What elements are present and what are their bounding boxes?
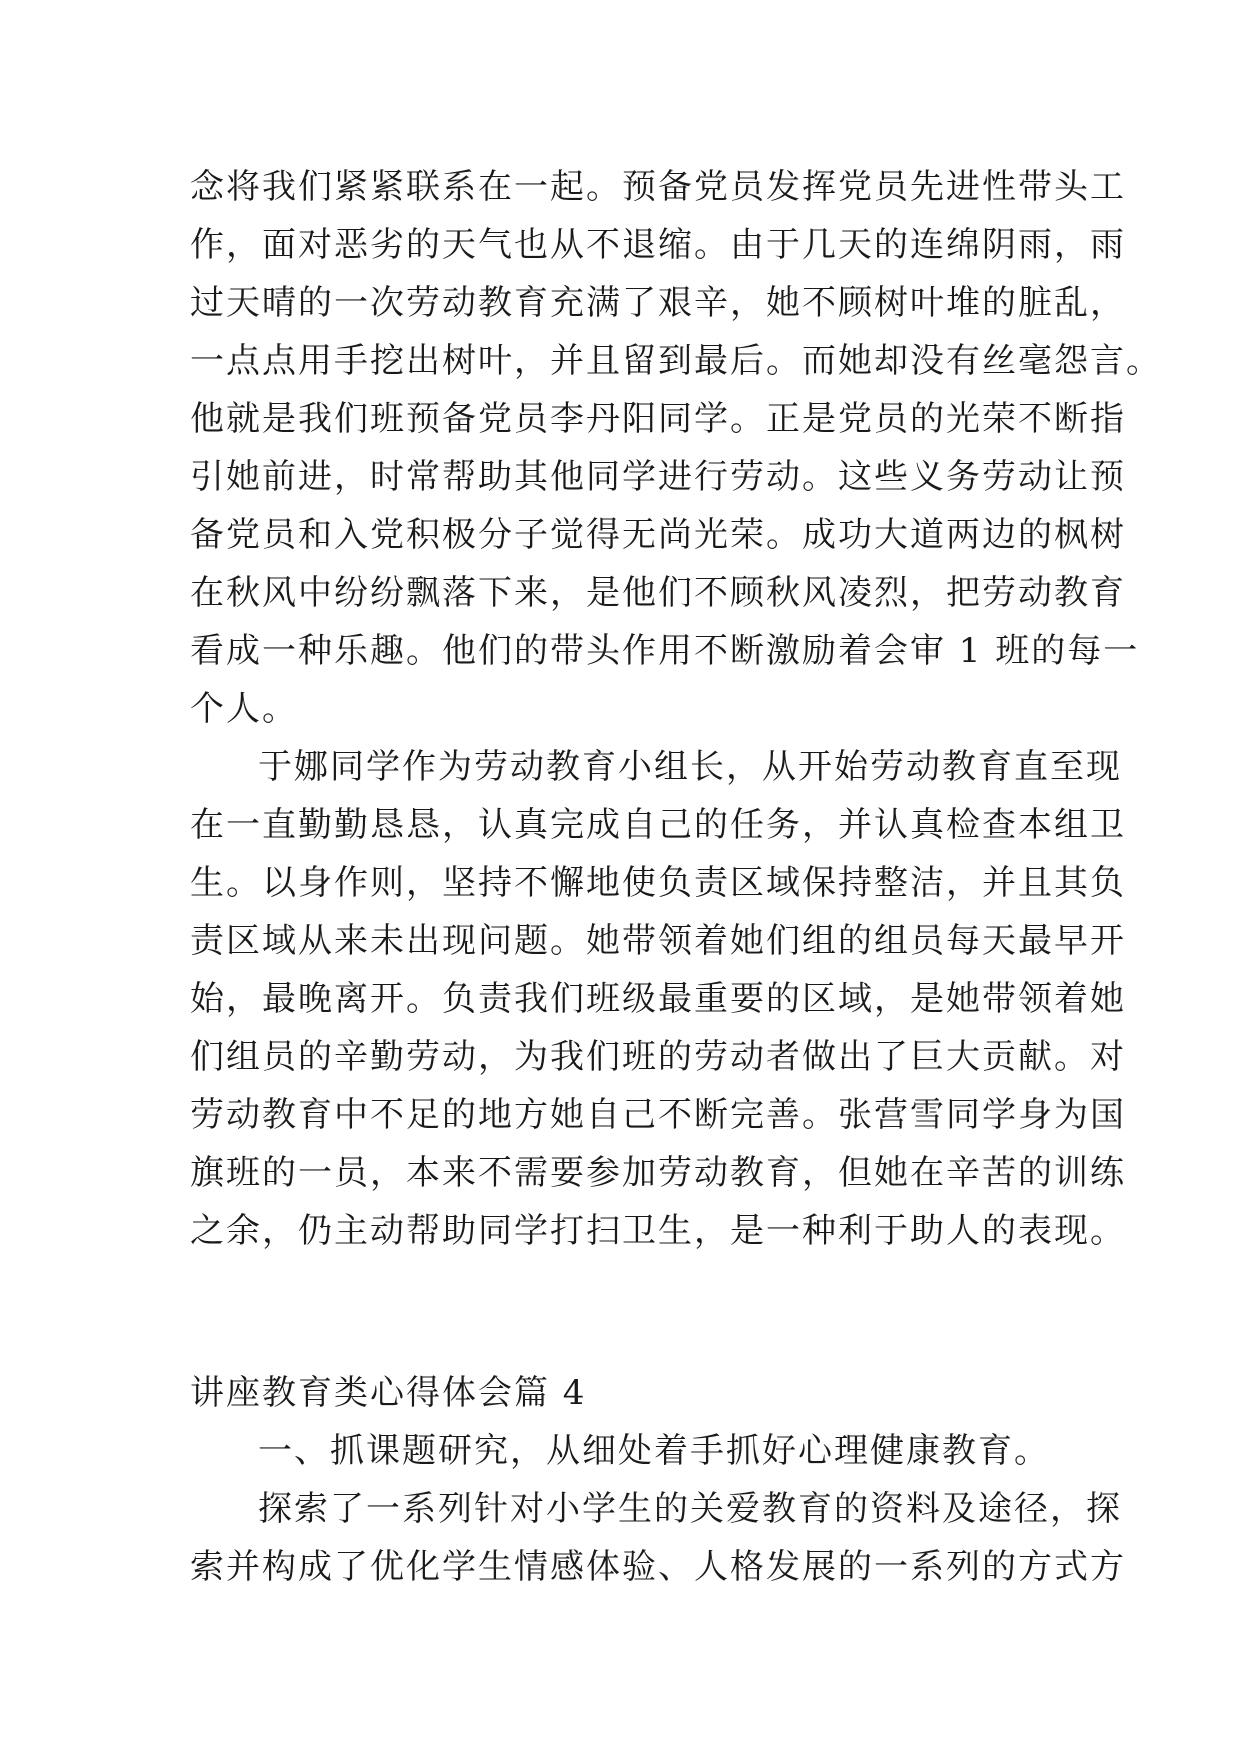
paragraph-2: [190, 738, 1126, 1260]
text-line: 于娜同学作为劳动教育小组长，从开始劳动教育直至现: [258, 747, 1122, 787]
text-line: 劳动教育中不足的地方她自己不断完善。张营雪同学身为国: [190, 1095, 1126, 1135]
text-line: 一点点用手挖出树叶，并且留到最后。而她却没有丝毫怨言。: [190, 341, 1162, 381]
text-line: 看成一种乐趣。他们的带头作用不断激励着会审 1 班的每一: [190, 631, 1140, 671]
text-line: 始，最晚离开。负责我们班级最重要的区域，是她带领着她: [190, 979, 1126, 1019]
text-line: 在秋风中纷纷飘落下来，是他们不顾秋风凌烈，把劳动教育: [190, 573, 1126, 613]
text-line: 过天晴的一次劳动教育充满了艰辛，她不顾树叶堆的脏乱，: [190, 283, 1126, 323]
section-spacer: [190, 1260, 1070, 1364]
text-line: 旗班的一员，本来不需要参加劳动教育，但她在辛苦的训练: [190, 1153, 1126, 1193]
paragraph-4: [190, 1480, 1126, 1596]
text-line: 探索了一系列针对小学生的关爱教育的资料及途径，探: [258, 1489, 1122, 1529]
section-heading: 讲座教育类心得体会篇 4: [190, 1373, 587, 1413]
text-line: 生。以身作则，坚持不懈地使负责区域保持整洁，并且其负: [190, 863, 1126, 903]
text-line: 念将我们紧紧联系在一起。预备党员发挥党员先进性带头工: [190, 167, 1126, 207]
text-line: 备党员和入党积极分子觉得无尚光荣。成功大道两边的枫树: [190, 515, 1126, 555]
text-line: 引她前进，时常帮助其他同学进行劳动。这些义务劳动让预: [190, 457, 1126, 497]
text-line: 一、抓课题研究，从细处着手抓好心理健康教育。: [258, 1431, 1050, 1471]
text-line: 在一直勤勤恳恳，认真完成自己的任务，并认真检查本组卫: [190, 805, 1126, 845]
text-line: 们组员的辛勤劳动，为我们班的劳动者做出了巨大贡献。对: [190, 1037, 1126, 1077]
text-line: 他就是我们班预备党员李丹阳同学。正是党员的光荣不断指: [190, 399, 1126, 439]
text-line: 个人。: [190, 689, 298, 729]
text-line: 索并构成了优化学生情感体验、人格发展的一系列的方式方: [190, 1547, 1126, 1587]
text-line: 责区域从来未出现问题。她带领着她们组的组员每天最早开: [190, 921, 1126, 961]
paragraph-3: [190, 1422, 1070, 1480]
paragraph-1: [190, 158, 1162, 738]
text-line: 之余，仍主动帮助同学打扫卫生，是一种利于助人的表现。: [190, 1211, 1126, 1251]
text-line: 作，面对恶劣的天气也从不退缩。由于几天的连绵阴雨，雨: [190, 225, 1126, 265]
document-body: [190, 158, 1162, 1596]
